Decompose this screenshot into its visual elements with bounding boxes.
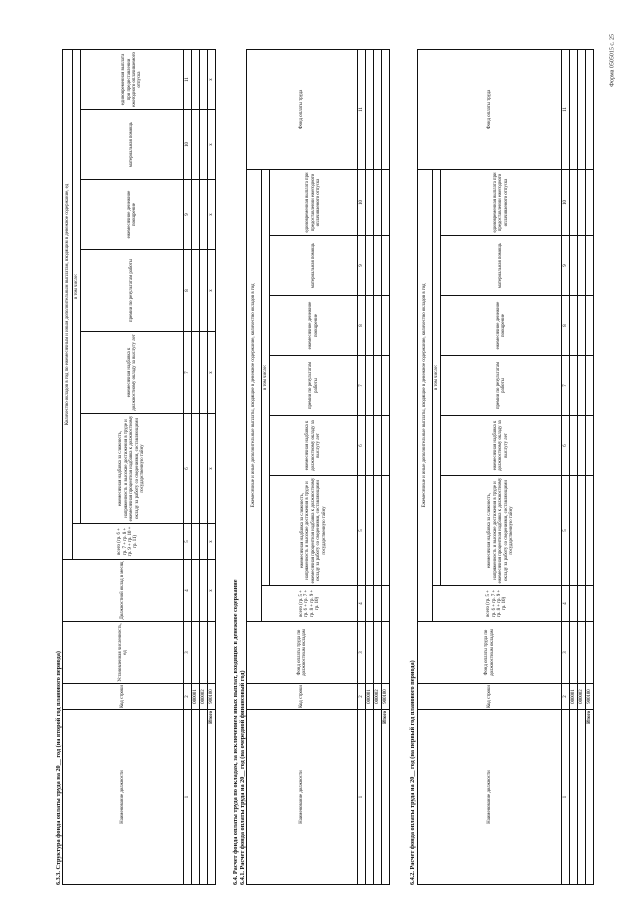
section-title: 6.4. Расчет фонда оплаты труда по окладам, за исключением иных выплат, входящих в денежное содержание [232, 579, 239, 885]
col-number: 10 [184, 110, 192, 180]
header-seniority-bonus: ежемесячная надбавка к должностному окладу за выслугу лет [441, 416, 562, 476]
col-number: 6 [358, 416, 366, 476]
table-row [366, 49, 374, 884]
header-payroll-fund: Фонд оплаты труда [418, 49, 562, 169]
row-code: 000001 [192, 684, 200, 710]
header-performance-bonus: премии по результатам работы [81, 250, 184, 332]
header-performance-bonus: премии по результатам работы [270, 356, 358, 416]
col-number: 6 [562, 416, 570, 476]
header-vacation-payment: единовременная выплата при предоставлении ежегодного оплачиваемого отпуска [81, 49, 184, 109]
column-numbers-row [184, 49, 192, 884]
header-staff-count: Установленная численность, ед [63, 622, 184, 684]
header-seniority-bonus: ежемесячная надбавка к должностному окладу за выслугу лет [81, 332, 184, 414]
total-label: Итого [586, 710, 594, 885]
header-position-name: Наименование должности [63, 710, 184, 885]
not-applicable-mark: x [208, 250, 216, 332]
header-complexity-bonus: ежемесячная надбавка за сложность, напряженность и высокие достижения в труде и ежемесячная процентная надбавка к должностному окладу за работу со сведениями, составляющими государственную тайну [270, 476, 358, 586]
col-number: 3 [184, 622, 192, 684]
header-salary-fund: Фонд оплаты труда по должностным окладам [247, 622, 358, 684]
col-number: 4 [562, 586, 570, 622]
header-material-aid: материальная помощь [270, 236, 358, 296]
header-row-code: Код строки [63, 684, 184, 710]
header-group: Ежемесячные и иные дополнительные выплаты, входящие в денежное содержание, количество окладов в год [418, 169, 433, 621]
row-code: 000002 [578, 684, 586, 710]
total-code: 900100 [382, 684, 390, 710]
col-number: 11 [358, 49, 366, 169]
total-row [586, 49, 594, 884]
table-row [578, 49, 586, 884]
col-number: 6 [184, 414, 192, 524]
col-number: 7 [358, 356, 366, 416]
column-numbers-row [562, 49, 570, 884]
header-complexity-bonus: ежемесячная надбавка за сложность, напряженность и высокие достижения в труде и ежемесячная процентная надбавка к должностному окладу за работу со сведениями, составляющими государственную тайну [81, 414, 184, 524]
col-number: 7 [184, 332, 192, 414]
table-row [192, 49, 200, 884]
col-number: 10 [562, 169, 570, 235]
total-code: 900100 [586, 684, 594, 710]
col-number: 5 [562, 476, 570, 586]
total-label: Итого [208, 710, 216, 885]
header-monthly-incentive: ежемесячное денежное поощрение [81, 180, 184, 250]
header-seniority-bonus: ежемесячная надбавка к должностному окладу за выслугу лет [270, 416, 358, 476]
header-salary: Должностной оклад в месяц [63, 560, 184, 622]
table-row [374, 49, 382, 884]
not-applicable-mark: x [208, 560, 216, 622]
col-number: 4 [184, 560, 192, 622]
header-monthly-incentive: ежемесячное денежное поощрение [270, 296, 358, 356]
total-code: 900100 [208, 684, 216, 710]
column-numbers-row [358, 49, 366, 884]
col-number: 4 [358, 586, 366, 622]
table-row [200, 49, 208, 884]
header-monthly-incentive: ежемесячное денежное поощрение [441, 296, 562, 356]
header-row-code: Код строки [418, 684, 562, 710]
not-applicable-mark: x [208, 49, 216, 109]
col-number: 11 [184, 49, 192, 109]
col-number: 1 [358, 710, 366, 885]
header-position-name: Наименование должности [418, 710, 562, 885]
section-6-3-3 [0, 0, 232, 905]
not-applicable-mark: x [208, 524, 216, 560]
header-including: в том числе: [433, 169, 441, 585]
col-number: 7 [562, 356, 570, 416]
col-number: 9 [358, 236, 366, 296]
section-subtitle: 6.4.1. Расчет фонда оплаты труда на 20__ год (на очередной финансовый год) [239, 670, 246, 885]
header-payroll-fund: Фонд оплаты труда [247, 49, 358, 169]
table-6-4-2 [417, 49, 594, 885]
col-number: 2 [184, 684, 192, 710]
col-number: 10 [358, 169, 366, 235]
form-label: Форма 0505015 с. 25 [610, 34, 616, 87]
total-label: Итого [382, 710, 390, 885]
table-row [570, 49, 578, 884]
header-group: Ежемесячные и иные дополнительные выплаты, входящие в денежное содержание, количество окладов в год [247, 169, 262, 621]
col-number: 1 [184, 710, 192, 885]
header-material-aid: материальная помощь [441, 236, 562, 296]
col-number: 5 [184, 524, 192, 560]
header-including: в том числе: [73, 49, 81, 523]
row-code: 000001 [366, 684, 374, 710]
col-number: 2 [562, 684, 570, 710]
header-total: всего (гр. 6 + гр. 7 + гр. 8 + гр. 9 + гр. 10 + гр. 11) [73, 524, 184, 560]
col-number: 2 [358, 684, 366, 710]
section-6-4-2 [397, 0, 640, 905]
col-number: 8 [562, 296, 570, 356]
section-title: 6.4.2. Расчет фонда оплаты труда на 20__ год (на первый год планового периода) [409, 660, 416, 885]
not-applicable-mark: x [208, 110, 216, 180]
table-6-3-3 [62, 49, 216, 885]
col-number: 8 [184, 250, 192, 332]
row-code: 000002 [374, 684, 382, 710]
header-material-aid: материальная помощь [81, 110, 184, 180]
header-total: всего (гр. 5 + гр. 6 + гр. 7 + гр. 8 + гр. 9 + гр. 10) [262, 586, 358, 622]
header-position-name: Наименование должности [247, 710, 358, 885]
section-6-4-1 [232, 0, 397, 905]
table-6-4-1 [246, 49, 390, 885]
header-performance-bonus: премии по результатам работы [441, 356, 562, 416]
col-number: 3 [562, 622, 570, 684]
col-number: 9 [562, 236, 570, 296]
col-number: 3 [358, 622, 366, 684]
header-group: Количество окладов в год по ежемесячным и иным дополнительным выплатам, входящим в денежное содержание, ед [63, 49, 73, 559]
header-vacation-payment: единовременная выплата при предоставлении ежегодного оплачиваемого отпуска [270, 169, 358, 235]
col-number: 5 [358, 476, 366, 586]
header-total: всего (гр. 5 + гр. 6 + гр. 7 + гр. 8 + гр. 9 + гр. 10) [433, 586, 562, 622]
header-row-code: Код строки [247, 684, 358, 710]
header-complexity-bonus: ежемесячная надбавка за сложность, напряженность и высокие достижения в труде и ежемесячная процентная надбавка к должностному окладу за работу со сведениями, составляющими государственную тайну [441, 476, 562, 586]
header-including: в том числе: [262, 169, 270, 585]
header-vacation-payment: единовременная выплата при предоставлении ежегодного оплачиваемого отпуска [441, 169, 562, 235]
row-code: 000001 [570, 684, 578, 710]
col-number: 11 [562, 49, 570, 169]
total-row [208, 49, 216, 884]
not-applicable-mark: x [208, 332, 216, 414]
col-number: 9 [184, 180, 192, 250]
col-number: 8 [358, 296, 366, 356]
header-salary-fund: Фонд оплаты труда по должностным окладам [418, 622, 562, 684]
row-code: 000002 [200, 684, 208, 710]
section-title: 6.3.3. Структура фонда оплаты труда на 20__ год (на второй год планового периода) [55, 651, 62, 885]
col-number: 1 [562, 710, 570, 885]
not-applicable-mark: x [208, 414, 216, 524]
total-row [382, 49, 390, 884]
not-applicable-mark: x [208, 180, 216, 250]
